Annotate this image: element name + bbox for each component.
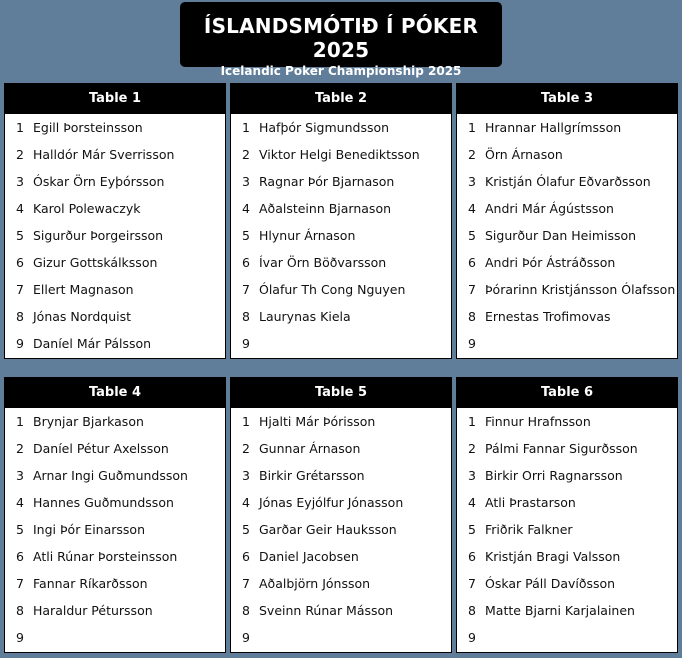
player-name: Pálmi Fannar Sigurðsson (485, 441, 638, 456)
seat-number: 4 (16, 495, 24, 510)
player-name: Ellert Magnason (33, 282, 134, 297)
player-name: Laurynas Kiela (259, 309, 351, 324)
player-row (231, 597, 451, 624)
player-name (259, 624, 451, 651)
seat-number: 5 (242, 228, 250, 243)
player-name: Atli Þrastarson (485, 495, 576, 510)
player-row (5, 489, 225, 516)
seat-number: 4 (242, 495, 250, 510)
player-row (5, 543, 225, 570)
player-name: Matte Bjarni Karjalainen (485, 603, 635, 618)
seat-number: 4 (16, 201, 24, 216)
player-row (5, 624, 225, 651)
player-name: Arnar Ingi Guðmundsson (33, 468, 188, 483)
player-name: Karol Polewaczyk (33, 201, 141, 216)
player-row (457, 435, 677, 462)
player-name: Birkir Grétarsson (259, 468, 365, 483)
player-name: Atli Rúnar Þorsteinsson (33, 549, 178, 564)
seat-number: 3 (468, 468, 476, 483)
player-name: Ingi Þór Einarsson (33, 522, 145, 537)
seat-number: 1 (242, 120, 250, 135)
player-name: Sigurður Þorgeirsson (33, 228, 164, 243)
player-name: Birkir Orri Ragnarsson (485, 468, 623, 483)
seat-number: 5 (468, 522, 476, 537)
seat-number: 5 (242, 522, 250, 537)
seat-number: 8 (16, 309, 24, 324)
table-title: Table 3 (457, 84, 677, 114)
player-name: Óskar Páll Davíðsson (485, 576, 616, 591)
player-row (231, 570, 451, 597)
seat-number: 1 (16, 120, 24, 135)
player-row (5, 597, 225, 624)
player-name: Halldór Már Sverrisson (33, 147, 175, 162)
player-name: Ívar Örn Böðvarsson (259, 255, 387, 270)
player-name: Aðalsteinn Bjarnason (259, 201, 392, 216)
player-name: Kristján Bragi Valsson (485, 549, 621, 564)
player-name: Haraldur Pétursson (33, 603, 153, 618)
player-row (457, 195, 677, 222)
seat-number: 3 (16, 174, 24, 189)
seat-number: 8 (242, 309, 250, 324)
seat-number: 4 (468, 201, 476, 216)
player-row (231, 114, 451, 141)
player-name: Ragnar Þór Bjarnason (259, 174, 395, 189)
player-row (231, 276, 451, 303)
player-row (5, 249, 225, 276)
table-card-1 (4, 83, 226, 359)
player-row (231, 543, 451, 570)
seat-number: 8 (468, 309, 476, 324)
player-row (5, 435, 225, 462)
seat-number: 2 (242, 441, 250, 456)
player-row (5, 276, 225, 303)
seat-number: 4 (468, 495, 476, 510)
player-name: Sigurður Dan Heimisson (485, 228, 637, 243)
player-row (457, 462, 677, 489)
page-subtitle: Icelandic Poker Championship 2025 (220, 64, 462, 78)
player-row (457, 624, 677, 651)
seat-number: 6 (242, 255, 250, 270)
player-name (485, 330, 677, 357)
player-row (5, 114, 225, 141)
player-name: Brynjar Bjarkason (33, 414, 144, 429)
seat-number: 3 (242, 468, 250, 483)
player-name: Óskar Örn Eyþórsson (33, 174, 165, 189)
player-name: Hafþór Sigmundsson (259, 120, 390, 135)
player-row (457, 222, 677, 249)
seat-number: 2 (468, 441, 476, 456)
player-name: Jónas Eyjólfur Jónasson (259, 495, 404, 510)
table-title: Table 6 (457, 378, 677, 408)
player-row (457, 489, 677, 516)
player-row (457, 168, 677, 195)
player-name (259, 330, 451, 357)
player-row (457, 276, 677, 303)
player-row (231, 462, 451, 489)
player-row (231, 435, 451, 462)
seat-number: 7 (242, 576, 250, 591)
seat-number: 1 (468, 414, 476, 429)
player-name: Daníel Pétur Axelsson (33, 441, 169, 456)
player-name: Gunnar Árnason (259, 441, 361, 456)
player-row (231, 624, 451, 651)
seat-number: 3 (468, 174, 476, 189)
seat-number: 2 (468, 147, 476, 162)
player-row (5, 330, 225, 357)
seat-number: 7 (16, 576, 24, 591)
seat-number: 9 (468, 336, 476, 351)
seat-number: 7 (242, 282, 250, 297)
seat-number: 3 (242, 174, 250, 189)
player-name: Kristján Ólafur Eðvarðsson (485, 174, 651, 189)
seat-number: 8 (16, 603, 24, 618)
seat-number: 9 (242, 336, 250, 351)
seat-number: 6 (468, 255, 476, 270)
seat-number: 6 (16, 549, 24, 564)
seat-number: 2 (16, 441, 24, 456)
page-title: ÍSLANDSMÓTIÐ Í PÓKER 2025 (203, 14, 479, 62)
player-name: Fannar Ríkarðsson (33, 576, 148, 591)
seat-number: 1 (16, 414, 24, 429)
player-name: Sveinn Rúnar Másson (259, 603, 394, 618)
player-name: Hrannar Hallgrímsson (485, 120, 622, 135)
seat-number: 5 (468, 228, 476, 243)
seat-number: 7 (468, 576, 476, 591)
player-row (5, 462, 225, 489)
seat-number: 8 (242, 603, 250, 618)
player-row (457, 516, 677, 543)
seat-number: 9 (242, 630, 250, 645)
player-row (231, 249, 451, 276)
seat-number: 9 (16, 630, 24, 645)
player-row (231, 222, 451, 249)
player-row (457, 408, 677, 435)
player-row (5, 222, 225, 249)
seat-number: 4 (242, 201, 250, 216)
seat-number: 2 (16, 147, 24, 162)
player-name: Jónas Nordquist (33, 309, 131, 324)
player-name: Friðrik Falkner (485, 522, 573, 537)
player-row (5, 516, 225, 543)
player-name: Gizur Gottskálksson (33, 255, 158, 270)
player-row (5, 303, 225, 330)
player-name (485, 624, 677, 651)
player-row (457, 303, 677, 330)
player-name (33, 624, 225, 651)
player-name: Ólafur Th Cong Nguyen (259, 282, 406, 297)
player-row (457, 597, 677, 624)
player-name: Daniel Jacobsen (259, 549, 359, 564)
table-title: Table 2 (231, 84, 451, 114)
seat-number: 6 (468, 549, 476, 564)
seat-number: 5 (16, 228, 24, 243)
player-row (457, 330, 677, 357)
table-card-6 (456, 377, 678, 653)
seat-number: 8 (468, 603, 476, 618)
player-row (231, 168, 451, 195)
seat-number: 5 (16, 522, 24, 537)
seat-number: 9 (16, 336, 24, 351)
player-row (5, 195, 225, 222)
table-title: Table 5 (231, 378, 451, 408)
player-row (457, 543, 677, 570)
player-name: Örn Árnason (485, 147, 563, 162)
player-name: Egill Þorsteinsson (33, 120, 143, 135)
table-card-3 (456, 83, 678, 359)
player-row (5, 141, 225, 168)
seat-number: 2 (242, 147, 250, 162)
player-name: Hlynur Árnason (259, 228, 356, 243)
player-name: Þórarinn Kristjánsson Ólafsson (485, 282, 676, 297)
player-row (231, 516, 451, 543)
player-row (231, 303, 451, 330)
player-row (231, 408, 451, 435)
seat-number: 6 (16, 255, 24, 270)
player-name: Andri Már Ágústsson (485, 201, 614, 216)
table-card-5 (230, 377, 452, 653)
player-row (5, 570, 225, 597)
player-row (5, 408, 225, 435)
seat-number: 1 (468, 120, 476, 135)
player-name: Aðalbjörn Jónsson (259, 576, 371, 591)
player-row (457, 249, 677, 276)
player-name: Garðar Geir Hauksson (259, 522, 397, 537)
seat-number: 9 (468, 630, 476, 645)
seat-number: 7 (468, 282, 476, 297)
seat-number: 3 (16, 468, 24, 483)
page-header (180, 2, 502, 78)
table-title: Table 4 (5, 378, 225, 408)
seat-number: 7 (16, 282, 24, 297)
player-row (231, 489, 451, 516)
player-name: Andri Þór Ástráðsson (485, 255, 616, 270)
player-row (231, 195, 451, 222)
player-name: Hannes Guðmundsson (33, 495, 174, 510)
player-row (457, 141, 677, 168)
player-name: Hjalti Már Þórisson (259, 414, 376, 429)
table-title: Table 1 (5, 84, 225, 114)
player-name: Viktor Helgi Benediktsson (259, 147, 420, 162)
player-row (457, 570, 677, 597)
table-card-2 (230, 83, 452, 359)
player-name: Ernestas Trofimovas (485, 309, 611, 324)
table-card-4 (4, 377, 226, 653)
player-row (5, 168, 225, 195)
player-name: Finnur Hrafnsson (485, 414, 591, 429)
player-row (231, 141, 451, 168)
player-row (457, 114, 677, 141)
player-name: Daníel Már Pálsson (33, 336, 152, 351)
seat-number: 6 (242, 549, 250, 564)
player-row (231, 330, 451, 357)
seat-number: 1 (242, 414, 250, 429)
